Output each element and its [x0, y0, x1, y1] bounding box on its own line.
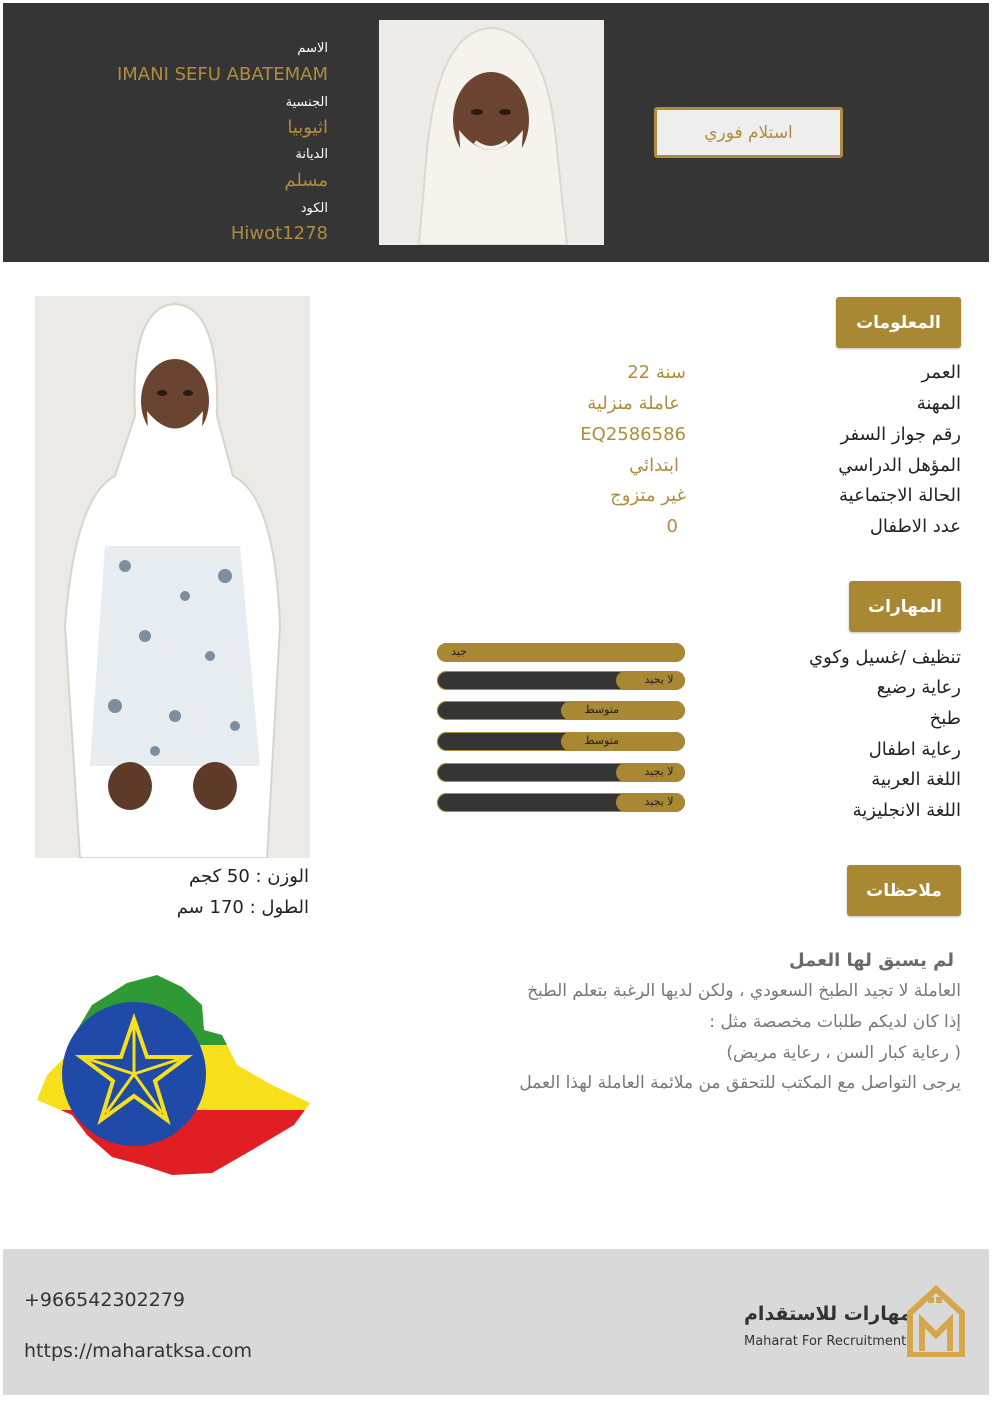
instant-delivery-button[interactable]: استلام فوري [654, 107, 843, 158]
skill-label: رعاية اطفال [868, 739, 961, 760]
info-value-profession: عاملة منزلية [587, 393, 680, 414]
notes-line-1: العاملة لا تجيد الطبخ السعودي ، ولكن لديها الرغبة بتعلم الطبخ [527, 981, 961, 1001]
info-label-marital: الحالة الاجتماعية [839, 485, 961, 506]
religion-value: مسلم [284, 170, 328, 191]
company-logo-icon [906, 1285, 966, 1357]
info-label-children: عدد الاطفال [869, 516, 961, 537]
info-value-education: ابتدائي [629, 455, 679, 476]
skill-level-text: جيد [451, 645, 467, 658]
info-value-passport: EQ2586586 [580, 424, 686, 445]
notes-section-title: ملاحظات [847, 865, 961, 916]
skills-section-title: المهارات [849, 581, 961, 632]
skill-level-fill [437, 643, 685, 662]
skill-level-bar [437, 643, 685, 662]
notes-heading: لم يسبق لها العمل [789, 950, 954, 971]
info-value-children: 0 [666, 516, 678, 537]
code-label: الكود [300, 201, 328, 216]
skill-label: اللغة العربية [871, 769, 961, 790]
skill-level-bar [437, 701, 685, 720]
company-logo-arabic: مهارات للاستقدام [744, 1303, 912, 1325]
info-label-profession: المهنة [916, 393, 961, 414]
full-body-photo [35, 296, 310, 858]
name-value: IMANI SEFU ABATEMAM [116, 64, 328, 85]
skill-level-bar [437, 732, 685, 751]
info-label-age: العمر [921, 362, 961, 383]
skill-level-fill [561, 701, 685, 720]
skill-level-text: متوسط [584, 703, 619, 716]
skill-level-text: لا يجيد [644, 673, 674, 686]
skill-label: رعاية رضيع [876, 677, 961, 698]
code-value: Hiwot1278 [230, 223, 328, 244]
info-value-marital: غير متزوج [610, 485, 686, 506]
height-text: الطول : 170 سم [176, 897, 309, 918]
religion-label: الديانة [295, 147, 328, 162]
info-label-education: المؤهل الدراسي [838, 455, 961, 476]
notes-line-2: إذا كان لديكم طلبات مخصصة مثل : [709, 1012, 961, 1032]
name-label: الاسم [297, 41, 328, 56]
info-value-age: 22 سنة [627, 362, 686, 383]
notes-line-3: ( رعاية كبار السن ، رعاية مريض) [726, 1043, 961, 1063]
ethiopia-flag-map [32, 975, 312, 1180]
skill-label: تنظيف /غسيل وكوي [809, 647, 961, 668]
nationality-value: اثيوبيا [287, 117, 328, 138]
skill-level-bar [437, 763, 685, 782]
info-label-passport: رقم جواز السفر [840, 424, 961, 445]
website-link[interactable]: https://maharatksa.com [24, 1340, 253, 1362]
nationality-label: الجنسية [285, 95, 328, 110]
notes-line-4: يرجى التواصل مع المكتب للتحقق من ملائمة العاملة لهذا العمل [519, 1073, 961, 1093]
skill-level-text: لا يجيد [644, 765, 674, 778]
skill-level-text: لا يجيد [644, 795, 674, 808]
skill-level-bar [437, 793, 685, 812]
skill-label: اللغة الانجليزية [852, 800, 961, 821]
skill-label: طبخ [929, 708, 961, 729]
portrait-photo [379, 20, 604, 245]
company-logo-english: Maharat For Recruitment [744, 1334, 907, 1349]
weight-text: الوزن : 50 كجم [189, 866, 309, 887]
skill-level-text: متوسط [584, 734, 619, 747]
skill-level-fill [561, 732, 685, 751]
skill-level-bar [437, 671, 685, 690]
phone-number[interactable]: +966542302279 [24, 1289, 185, 1311]
info-section-title: المعلومات [836, 297, 961, 348]
